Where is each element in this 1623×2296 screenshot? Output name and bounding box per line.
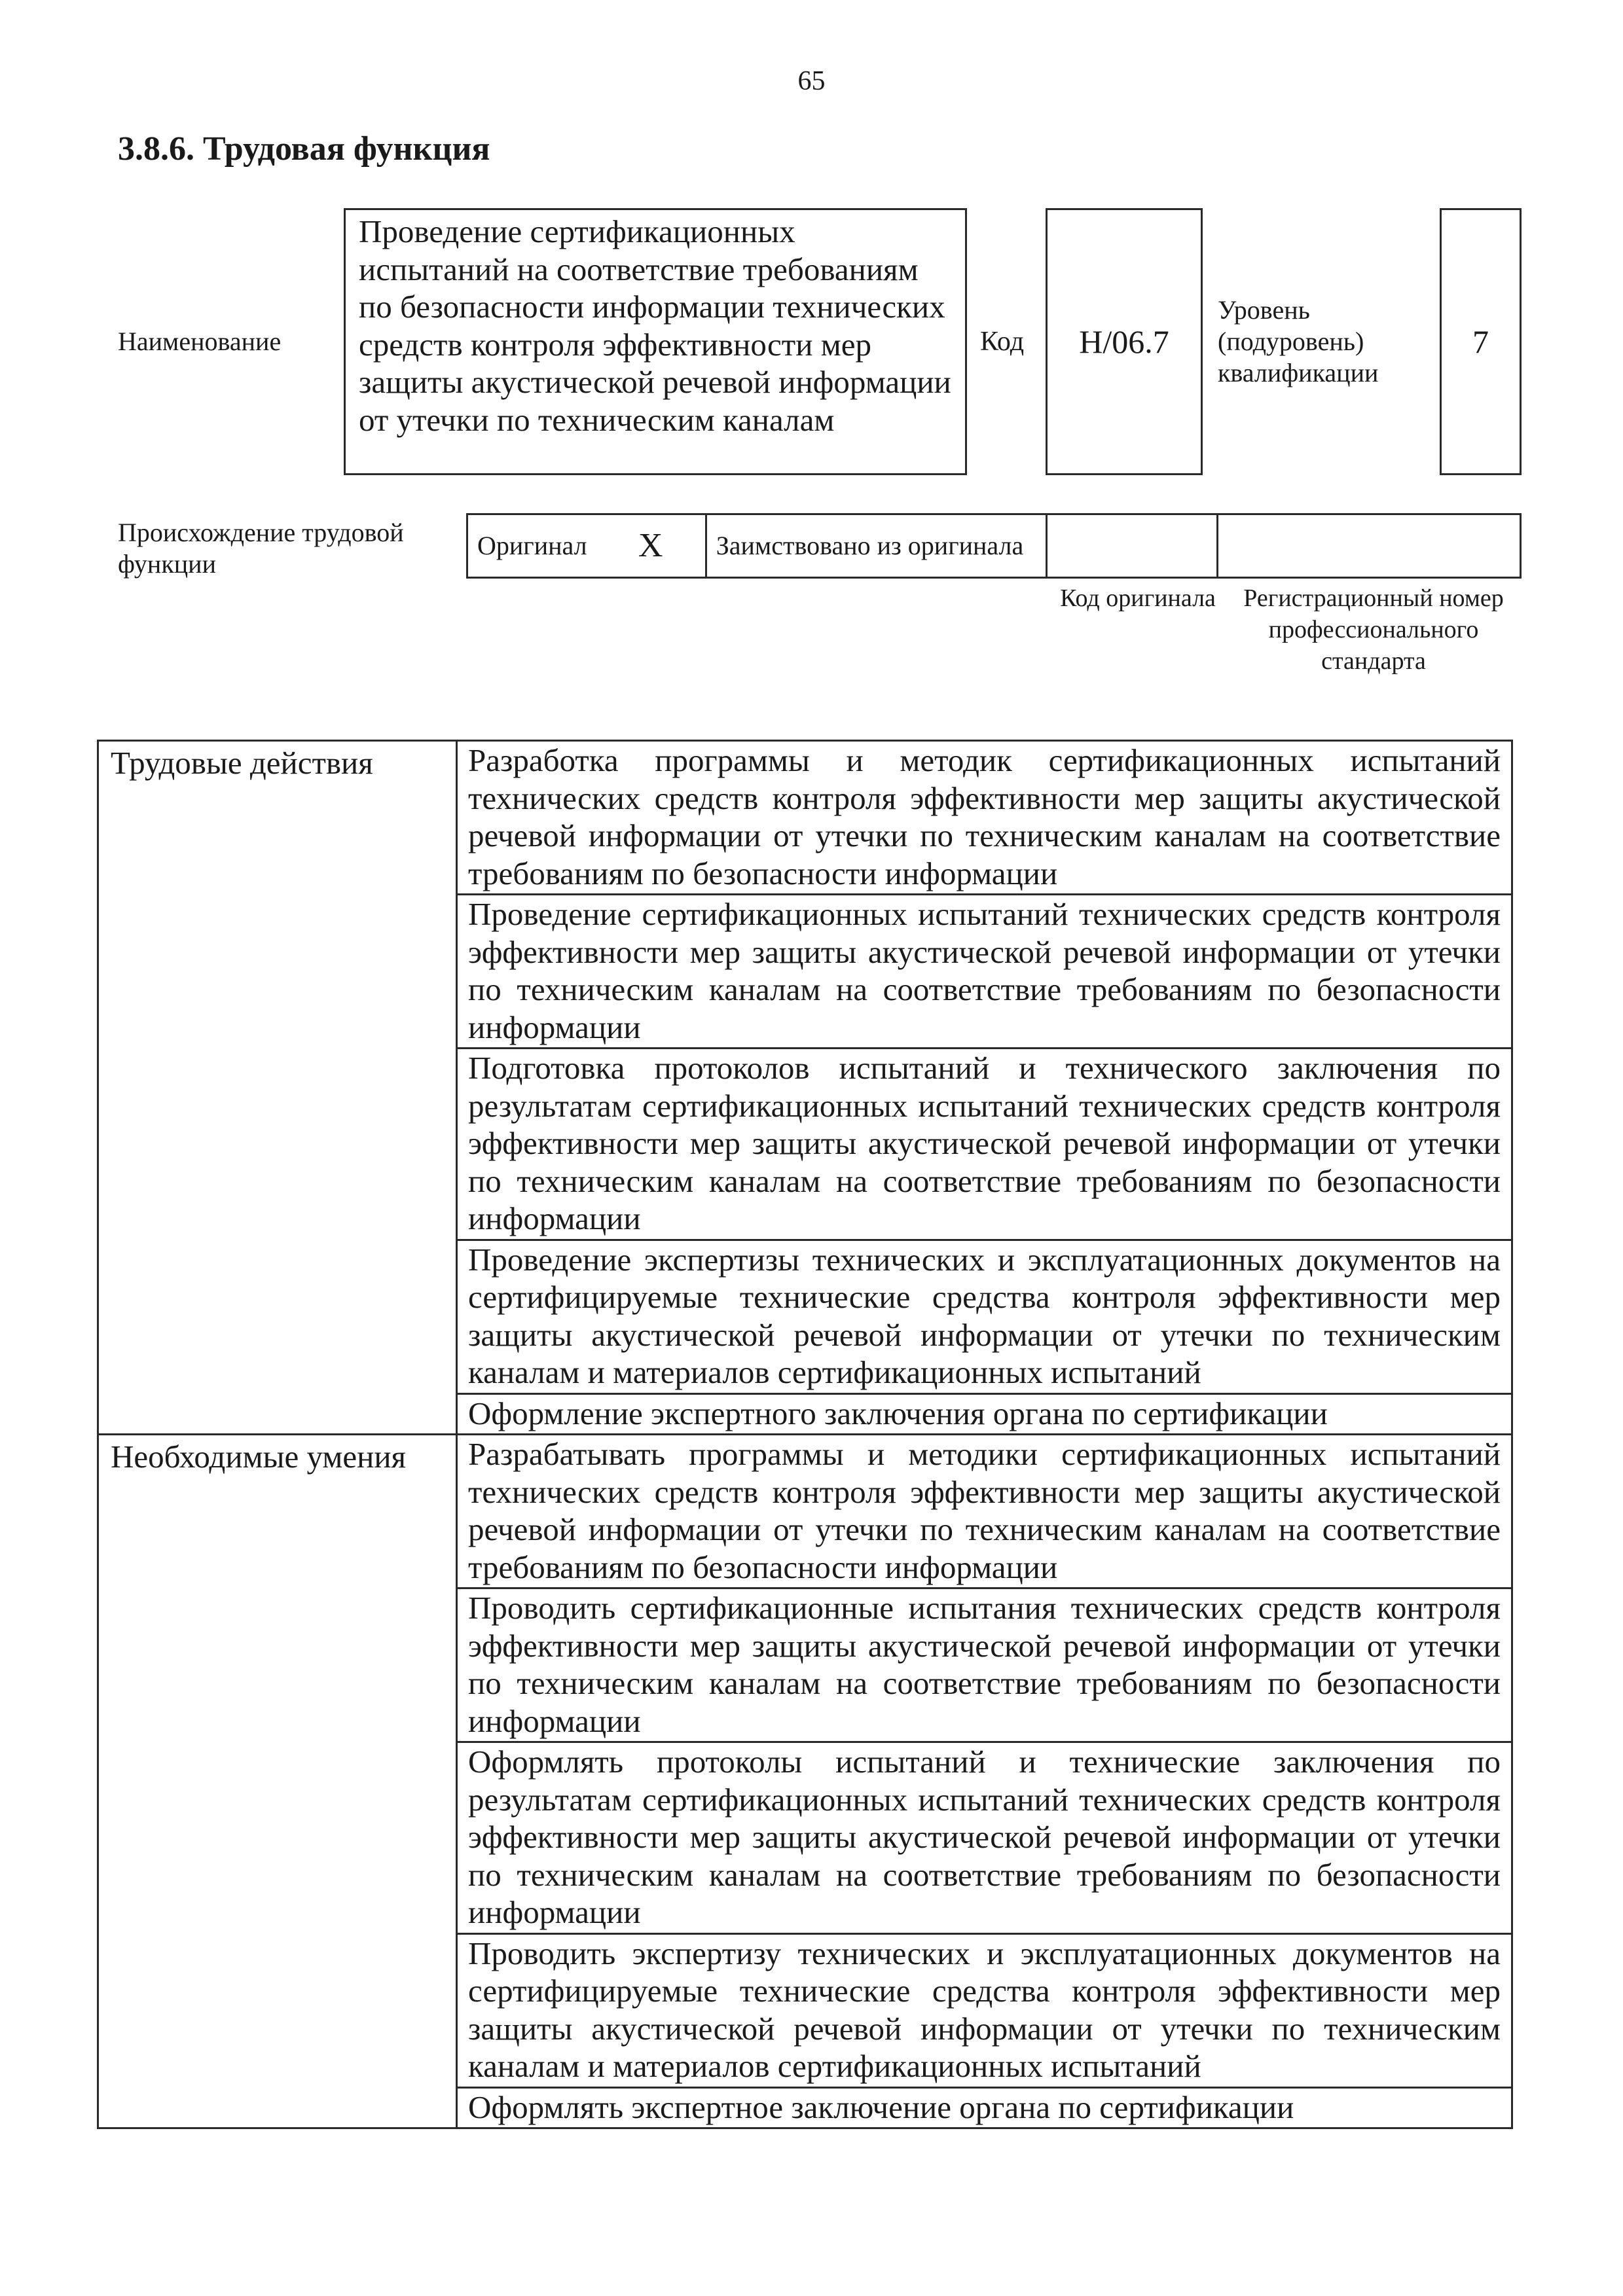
list-item: Оформление экспертного заключения органа по сертификации: [457, 1393, 1512, 1435]
borrowed-label: Заимствовано из оригинала: [706, 514, 1046, 578]
list-item: Подготовка протоколов испытаний и технического заключения по результатам сертификационных испытаний технических средств контроля эффективности мер защиты акустической речевой информации от утечки по техническим каналам на соответствие требованиям по безопасности информации: [457, 1049, 1512, 1240]
name-label: Наименование: [118, 327, 282, 356]
list-item: Проведение экспертизы технических и эксплуатационных документов на сертифицируемые технические средства контроля эффективности мер защиты акустической речевой информации от утечки по техническим каналам и материалов сертификационных испытаний: [457, 1240, 1512, 1393]
list-item: Разработка программы и методик сертификационных испытаний технических средств контроля эффективности мер защиты акустической речевой информации от утечки по техническим каналам на соответствие требованиям по безопасности информации: [457, 741, 1512, 895]
level-box: 7: [1440, 208, 1522, 475]
level-label: Уровень (подуровень) квалификации: [1218, 295, 1379, 387]
list-item: Проведение сертификационных испытаний технических средств контроля эффективности мер защиты акустической речевой информации от утечки по техническим каналам на соответствие требованиям по безопасности информации: [457, 895, 1512, 1049]
original-code-cell: [1046, 514, 1217, 578]
section-title-skills: Необходимые умения: [98, 1435, 457, 2128]
list-item: Оформлять протоколы испытаний и технические заключения по результатам сертификационных испытаний технических средств контроля эффективности мер защиты акустической речевой информации от утечки по техническим каналам на соответствие требованиям по безопасности информации: [457, 1742, 1512, 1934]
code-label: Код: [980, 327, 1025, 357]
reg-caption: Регистрационный номер профессионального стандарта: [1243, 584, 1504, 675]
labor-function-table: [97, 740, 1513, 2129]
origin-table: [466, 513, 1522, 579]
code-box: H/06.7: [1046, 208, 1203, 475]
list-item: Проводить сертификационные испытания технических средств контроля эффективности мер защиты акустической речевой информации от утечки по техническим каналам на соответствие требованиям по безопасности информации: [457, 1588, 1512, 1742]
function-name-box: Проведение сертификационных испытаний на соответствие требованиям по безопасности информации технических средств контроля эффективности мер защиты акустической речевой информации от утечки по техническим каналам: [344, 208, 967, 475]
page-number: 65: [797, 66, 826, 96]
reg-number-cell: [1218, 514, 1521, 578]
section-title: 3.8.6. Трудовая функция: [118, 130, 490, 168]
list-item: Проводить экспертизу технических и эксплуатационных документов на сертифицируемые технические средства контроля эффективности мер защиты акустической речевой информации от утечки по техническим каналам и материалов сертификационных испытаний: [457, 1933, 1512, 2087]
section-title-actions: Трудовые действия: [98, 741, 457, 1435]
table-row: [98, 1435, 1512, 1588]
list-item: Разрабатывать программы и методики сертификационных испытаний технических средств контроля эффективности мер защиты акустической речевой информации от утечки по техническим каналам на соответствие требованиям по безопасности информации: [457, 1435, 1512, 1588]
original-mark: X: [629, 514, 706, 578]
origin-label: Происхождение трудовой функции: [118, 518, 404, 579]
table-row: [98, 741, 1512, 895]
code-caption: Код оригинала: [1060, 584, 1216, 612]
list-item: Оформлять экспертное заключение органа по сертификации: [457, 2087, 1512, 2128]
original-label: Оригинал: [467, 514, 629, 578]
